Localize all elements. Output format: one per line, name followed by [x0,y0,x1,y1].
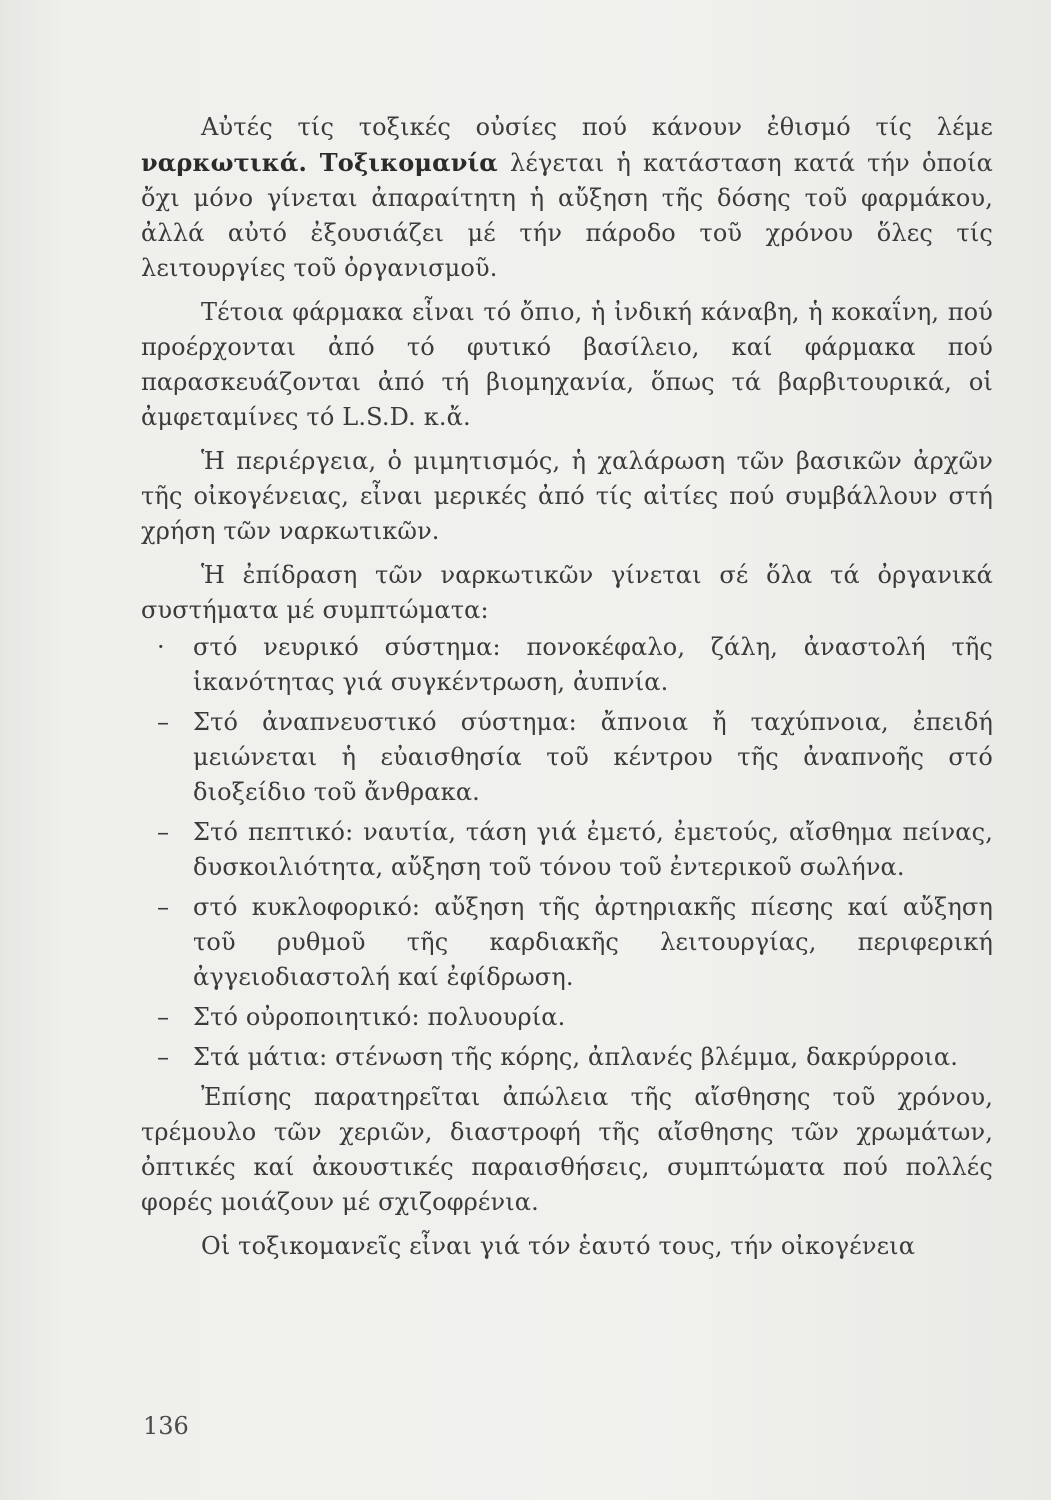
list-item [141,705,993,810]
list-item [141,890,993,995]
list-marker: – [157,893,170,921]
paragraph-definition [141,110,993,286]
paragraph-causes: Ἡ περιέργεια, ὁ μιμητισμός, ἡ χαλάρωση τῶν βασικῶν ἀρχῶν τῆς οἰκογένειας, εἶναι μερικές ἀπό τίς αἰτίες πού συμβάλλουν στή χρήση τῶν ναρκωτικῶν. [141,447,993,545]
bold-terms: ναρκωτικά. Τοξικομανία [141,148,498,177]
paragraph-definition-rest: λέγεται ἡ κατάσταση κατά τήν ὁποία ὄχι μόνο γίνεται ἀπαραίτητη ἡ αὔξηση τῆς δόσης τοῦ φαρμάκου, ἀλλά αὐτό ἐξουσιάζει μέ τήν πάροδο τοῦ χρόνου ὅλες τίς λειτουργίες τοῦ ὀργανισμοῦ. [141,149,993,282]
list-marker: – [157,818,170,846]
paragraph-final: Οἱ τοξικομανεῖς εἶναι γιά τόν ἑαυτό τους, τήν οἰκογένεια [201,1232,916,1260]
list-marker: – [157,1003,170,1031]
body-text [141,110,993,1273]
paragraph-examples: Τέτοια φάρμακα εἶναι τό ὄπιο, ἡ ἰνδική κάναβη, ἡ κοκαΐνη, πού προέρχονται ἀπό τό φυτικό βασίλειο, καί φάρμακα πού παρασκευάζονται ἀπό τή βιομηχανία, ὅπως τά βαρβιτουρικά, οἱ ἀμφεταμίνες τό L.S.D. κ.ἄ. [141,298,993,431]
list-marker: · [157,633,165,661]
list-item [141,630,993,700]
list-marker: – [157,1043,170,1071]
list-item-text: στό κυκλοφορικό: αὔξηση τῆς ἀρτηριακῆς πίεσης καί αὔξηση τοῦ ρυθμοῦ τῆς καρδιακῆς λειτουργίας, περιφερική ἀγγειοδιαστολή καί ἐφίδρωση. [193,893,993,991]
list-item-text: στό νευρικό σύστημα: πονοκέφαλο, ζάλη, ἀναστολή τῆς ἱκανότητας γιά συγκέντρωση, ἀυπνία. [193,633,993,696]
list-item-text: Στό ἀναπνευστικό σύστημα: ἄπνοια ἤ ταχύπνοια, ἐπειδή μειώνεται ἡ εὐαισθησία τοῦ κέντρου τῆς ἀναπνοῆς στό διοξείδιο τοῦ ἄνθρακα. [193,708,993,806]
list-item [141,1000,993,1035]
paragraph-definition-start: Αὐτές τίς τοξικές οὐσίες πού κάνουν ἐθισμό τίς λέμε [201,113,993,141]
page-number: 136 [143,1412,189,1440]
list-item [141,1040,993,1075]
list-item-text: Στό πεπτικό: ναυτία, τάση γιά ἐμετό, ἐμετούς, αἴσθημα πείνας, δυσκοιλιότητα, αὔξηση τοῦ τόνου τοῦ ἐντερικοῦ σωλήνα. [193,818,993,881]
list-item [141,815,993,885]
list-item-text: Στό οὐροποιητικό: πολυουρία. [193,1003,566,1031]
list-marker: – [157,708,170,736]
symptom-list [141,630,993,1075]
list-item-text: Στά μάτια: στένωση τῆς κόρης, ἀπλανές βλέμμα, δακρύρροια. [193,1043,958,1071]
paragraph-other-symptoms: Ἐπίσης παρατηρεῖται ἀπώλεια τῆς αἴσθησης τοῦ χρόνου, τρέμουλο τῶν χεριῶν, διαστροφή τῆς αἴσθησης τῶν χρωμάτων, ὀπτικές καί ἀκουστικές παραισθήσεις, συμπτώματα πού πολλές φορές μοιάζουν μέ σχιζοφρένια. [141,1083,993,1216]
paragraph-effects-intro: Ἡ ἐπίδραση τῶν ναρκωτικῶν γίνεται σέ ὅλα τά ὀργανικά συστήματα μέ συμπτώματα: [141,561,993,624]
